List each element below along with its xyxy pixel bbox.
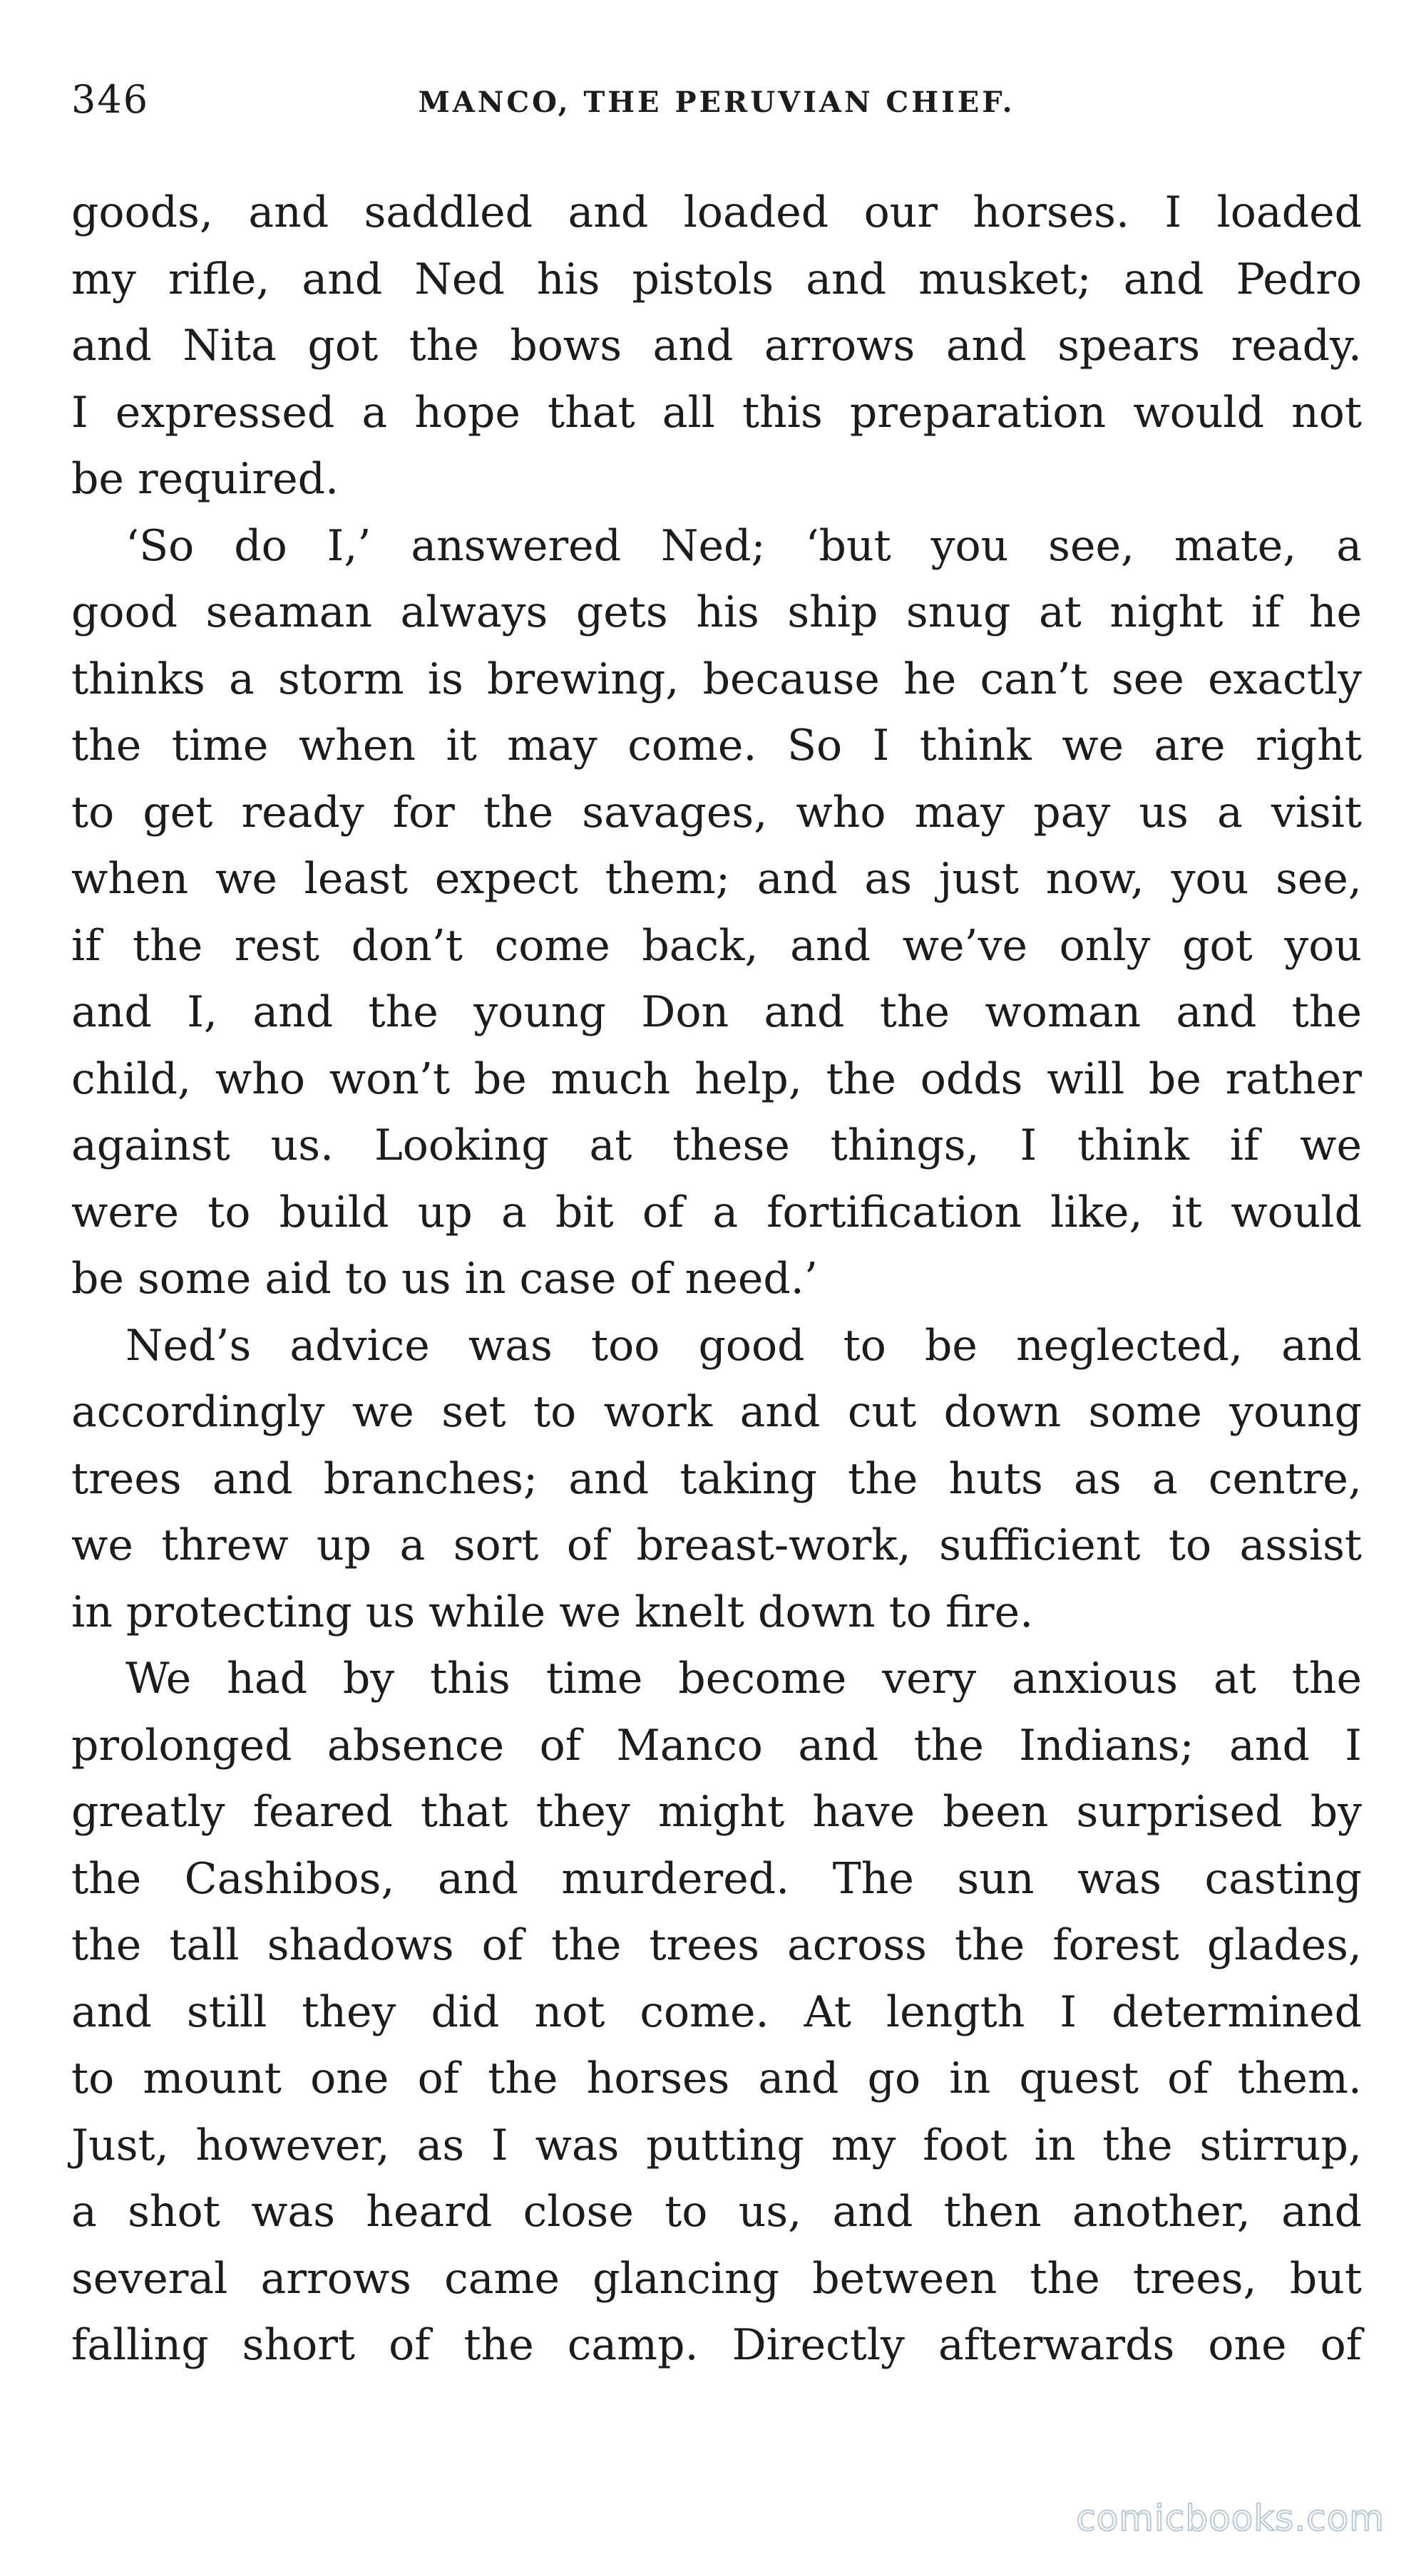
text-line: the tall shadows of the trees across the forest glades, <box>71 1920 1362 1970</box>
text-line: falling short of the camp. Directly afterwards one of <box>71 2320 1362 2370</box>
text-line: when we least expect them; and as just now, you see, <box>71 854 1362 904</box>
text-line: my rifle, and Ned his pistols and musket; and Pedro <box>71 254 1362 304</box>
text-line: if the rest don’t come back, and we’ve only got you <box>71 920 1362 971</box>
paragraph-first-line: ‘So do I,’ answered Ned; ‘but you see, mate, a <box>125 520 1362 571</box>
text-line: against us. Looking at these things, I think if we <box>71 1120 1362 1170</box>
text-line: several arrows came glancing between the trees, but <box>71 2253 1362 2304</box>
text-line: child, who won’t be much help, the odds will be rather <box>71 1053 1362 1104</box>
text-line: trees and branches; and taking the huts as a centre, <box>71 1453 1362 1504</box>
text-line: and still they did not come. At length I determined <box>71 1987 1362 2037</box>
text-line: accordingly we set to work and cut down some young <box>71 1387 1362 1437</box>
paragraph-first-line: Ned’s advice was too good to be neglected, and <box>125 1320 1362 1371</box>
page-number: 346 <box>71 77 150 122</box>
text-line: in protecting us while we knelt down to fire. <box>71 1587 1034 1637</box>
running-title: MANCO, THE PERUVIAN CHIEF. <box>418 86 1015 119</box>
text-line: greatly feared that they might have been surprised by <box>71 1787 1362 1837</box>
text-line: thinks a storm is brewing, because he can’t see exactly <box>71 654 1362 704</box>
text-line: and I, and the young Don and the woman and the <box>71 987 1362 1037</box>
text-line: the time when it may come. So I think we are right <box>71 721 1362 771</box>
text-line: be required. <box>71 454 339 504</box>
text-line: were to build up a bit of a fortification like, it would <box>71 1187 1362 1237</box>
text-line: I expressed a hope that all this preparation would not <box>71 387 1362 438</box>
body-text <box>71 180 1362 2379</box>
text-line: we threw up a sort of breast-work, sufficient to assist <box>71 1520 1362 1570</box>
text-line: to mount one of the horses and go in quest of them. <box>71 2054 1362 2103</box>
paragraph-first-line: We had by this time become very anxious at the <box>125 1654 1362 1704</box>
text-line: goods, and saddled and loaded our horses. I loaded <box>71 187 1362 237</box>
watermark: comicbooks.com <box>1076 2498 1385 2539</box>
text-line: Just, however, as I was putting my foot in the stirrup, <box>71 2120 1362 2170</box>
text-line: a shot was heard close to us, and then another, and <box>71 2187 1362 2237</box>
text-line: and Nita got the bows and arrows and spears ready. <box>71 321 1362 371</box>
text-line: prolonged absence of Manco and the Indians; and I <box>71 1720 1362 1771</box>
running-head <box>71 71 1362 128</box>
text-line: good seaman always gets his ship snug at night if he <box>71 587 1362 637</box>
text-line: be some aid to us in case of need.’ <box>71 1254 818 1304</box>
text-line: the Cashibos, and murdered. The sun was casting <box>71 1853 1362 1904</box>
text-line: to get ready for the savages, who may pay us a visit <box>71 787 1362 838</box>
